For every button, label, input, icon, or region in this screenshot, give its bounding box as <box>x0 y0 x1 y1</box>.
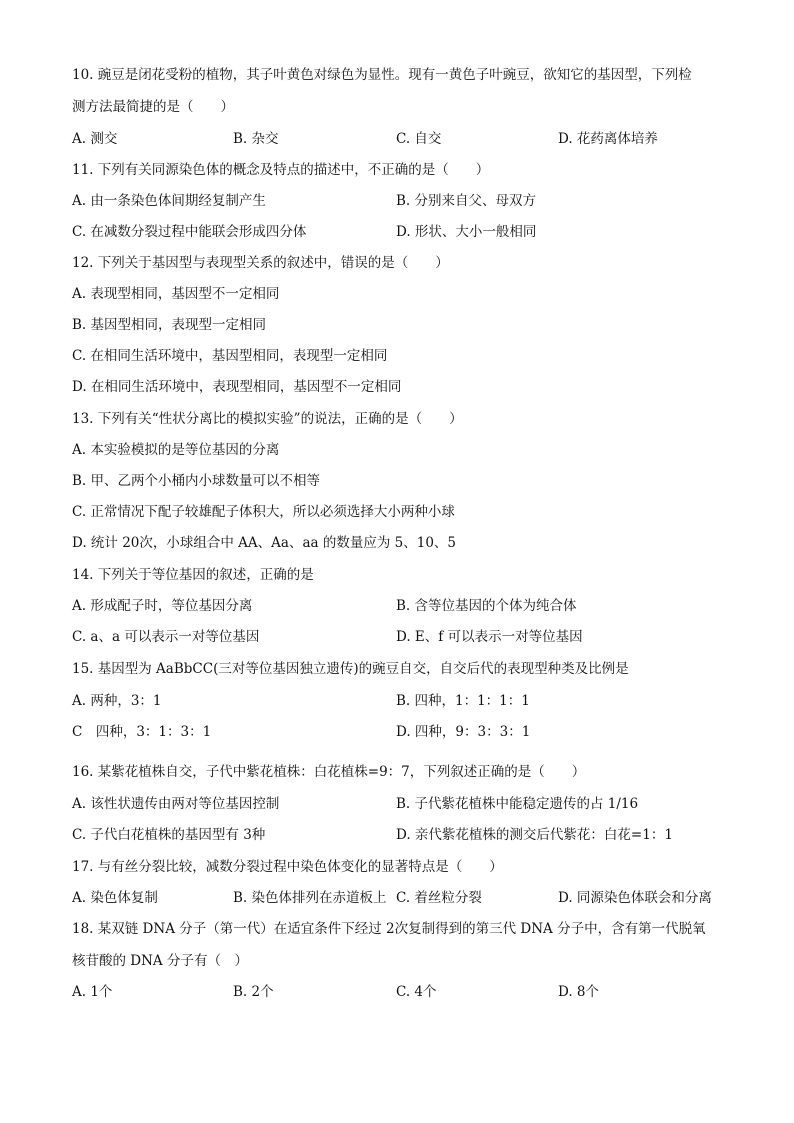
question-11-options-row1 <box>72 186 742 217</box>
question-10-options <box>72 124 742 155</box>
question-15-option-c[interactable]: C 四种，3：1：3：1 <box>72 724 212 740</box>
question-14-options-row1 <box>72 591 742 622</box>
question-15-stem: 15. 基因型为 AaBbCC(三对等位基因独立遗传)的豌豆自交，自交后代的表现型种类及比例是 <box>72 661 629 677</box>
question-11-option-a[interactable]: A. 由一条染色体间期经复制产生 <box>72 193 266 209</box>
question-13-option-a[interactable]: A. 本实验模拟的是等位基因的分离 <box>72 442 280 458</box>
question-10-option-b[interactable]: B. 杂交 <box>233 131 279 147</box>
question-12-option-b[interactable]: B. 基因型相同，表现型一定相同 <box>72 317 267 333</box>
question-11-option-b[interactable]: B. 分别来自父、母双方 <box>396 193 537 209</box>
question-11-options-row2 <box>72 217 742 248</box>
question-11-stem: 11. 下列有关同源染色体的概念及特点的描述中，不正确的是（ ） <box>72 162 490 178</box>
question-16-option-c[interactable]: C. 子代白花植株的基因型有 3种 <box>72 827 266 843</box>
question-10-option-d[interactable]: D. 花药离体培养 <box>558 131 658 147</box>
question-17-options <box>72 883 742 914</box>
question-13-option-d[interactable]: D. 统计 20次，小球组合中 AA、Aa、aa 的数量应为 5、10、5 <box>72 535 457 551</box>
question-16-options-row1 <box>72 789 742 820</box>
question-13-stem: 13. 下列有关“性状分离比的模拟实验”的说法，正确的是（ ） <box>72 411 463 427</box>
question-16-option-b[interactable]: B. 子代紫花植株中能稳定遗传的占 1/16 <box>396 796 639 812</box>
question-10-option-a[interactable]: A. 测交 <box>72 131 118 147</box>
question-14-option-a[interactable]: A. 形成配子时，等位基因分离 <box>72 598 253 614</box>
question-18-stem-line2: 核苷酸的 DNA 分子有（ ） <box>72 953 248 969</box>
question-17-option-c[interactable]: C. 着丝粒分裂 <box>396 890 482 906</box>
question-14-option-c[interactable]: C. a、a 可以表示一对等位基因 <box>72 629 260 645</box>
question-17-stem: 17. 与有丝分裂比较，减数分裂过程中染色体变化的显著特点是（ ） <box>72 859 503 875</box>
question-17-option-a[interactable]: A. 染色体复制 <box>72 890 158 906</box>
question-14-option-d[interactable]: D. E、f 可以表示一对等位基因 <box>396 629 583 645</box>
question-18-options <box>72 977 742 1008</box>
question-18-option-c[interactable]: C. 4个 <box>396 984 437 1000</box>
question-14-stem: 14. 下列关于等位基因的叙述，正确的是 <box>72 567 314 583</box>
question-16-option-d[interactable]: D. 亲代紫花植株的测交后代紫花：白花=1：1 <box>396 827 673 843</box>
question-15-options-row1 <box>72 686 742 717</box>
question-12-stem: 12. 下列关于基因型与表现型关系的叙述中，错误的是（ ） <box>72 255 449 271</box>
question-12-option-a[interactable]: A. 表现型相同，基因型不一定相同 <box>72 286 280 302</box>
question-11-option-d[interactable]: D. 形状、大小一般相同 <box>396 224 537 240</box>
question-16-options-row2 <box>72 820 742 851</box>
question-17-option-b[interactable]: B. 染色体排列在赤道板上 <box>233 890 387 906</box>
question-18-stem-line1: 18. 某双链 DNA 分子（第一代）在适宜条件下经过 2次复制得到的第三代 DNA 分子中，含有第一代脱氧 <box>72 921 706 937</box>
question-16-stem: 16. 某紫花植株自交，子代中紫花植株：白花植株=9：7，下列叙述正确的是（ ） <box>72 764 586 780</box>
question-10-option-c[interactable]: C. 自交 <box>396 131 442 147</box>
question-18-option-b[interactable]: B. 2个 <box>233 984 274 1000</box>
question-12-option-c[interactable]: C. 在相同生活环境中，基因型相同，表现型一定相同 <box>72 348 388 364</box>
question-15-option-d[interactable]: D. 四种，9：3：3：1 <box>396 724 531 740</box>
question-13-option-b[interactable]: B. 甲、乙两个小桶内小球数量可以不相等 <box>72 473 321 489</box>
question-12-option-d[interactable]: D. 在相同生活环境中，表现型相同，基因型不一定相同 <box>72 379 402 395</box>
question-16-option-a[interactable]: A. 该性状遗传由两对等位基因控制 <box>72 796 280 812</box>
question-18-option-a[interactable]: A. 1个 <box>72 984 113 1000</box>
question-15-option-a[interactable]: A. 两种，3：1 <box>72 693 162 709</box>
question-18-option-d[interactable]: D. 8个 <box>558 984 600 1000</box>
question-11-option-c[interactable]: C. 在减数分裂过程中能联会形成四分体 <box>72 224 307 240</box>
question-13-option-c[interactable]: C. 正常情况下配子较雄配子体积大，所以必须选择大小两种小球 <box>72 504 455 520</box>
question-17-option-d[interactable]: D. 同源染色体联会和分离 <box>558 890 712 906</box>
question-15-option-b[interactable]: B. 四种，1：1：1：1 <box>396 693 530 709</box>
question-15-options-row2 <box>72 717 742 748</box>
question-14-option-b[interactable]: B. 含等位基因的个体为纯合体 <box>396 598 577 614</box>
question-10-stem-line1: 10. 豌豆是闭花受粉的植物，其子叶黄色对绿色为显性。现有一黄色子叶豌豆，欲知它的基因型，下列检 <box>72 67 692 83</box>
question-14-options-row2 <box>72 622 742 653</box>
question-10-stem-line2: 测方法最简捷的是（ ） <box>72 99 234 115</box>
